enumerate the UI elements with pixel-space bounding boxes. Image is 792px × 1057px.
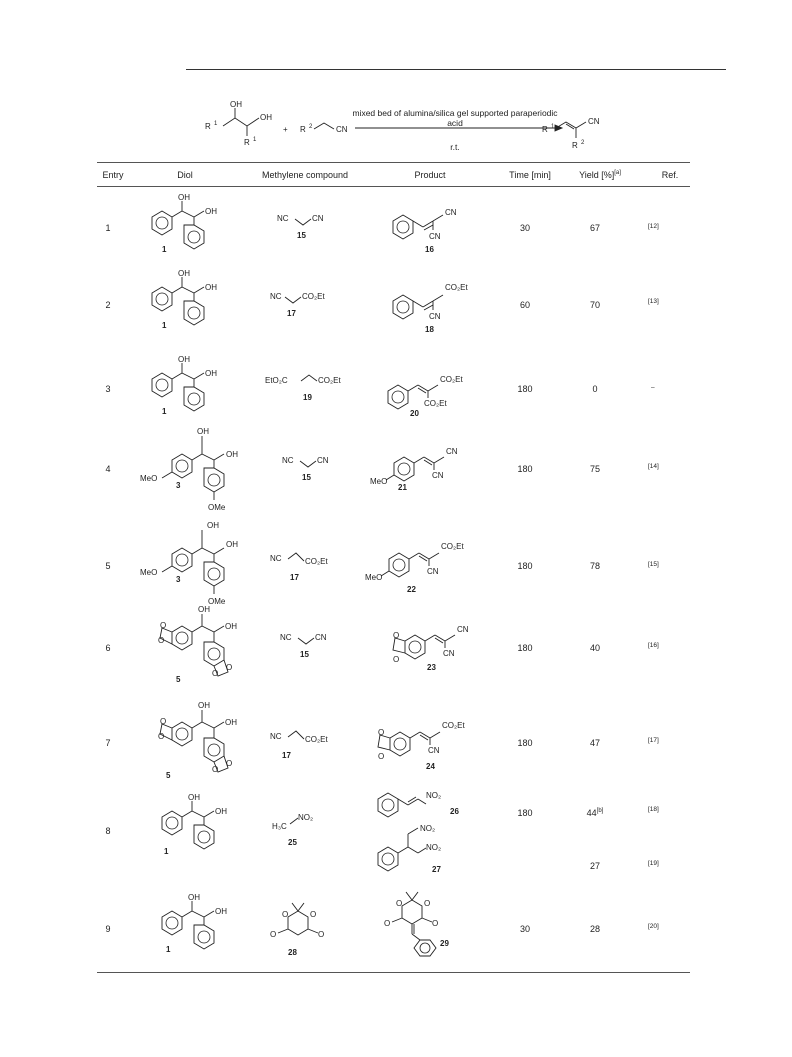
svg-text:O: O (396, 899, 403, 908)
time-cell: 30 (519, 223, 530, 233)
svg-text:NO₂: NO₂ (298, 813, 314, 822)
svg-text:OH: OH (225, 622, 237, 631)
compound-number: 1 (166, 945, 171, 954)
svg-text:O: O (160, 717, 167, 726)
svg-text:CN: CN (432, 471, 444, 480)
methylene-structure (268, 547, 358, 587)
svg-text:CO₂Et: CO₂Et (424, 399, 447, 408)
yield-cell-2: 27 (589, 861, 600, 871)
svg-text:NO₂: NO₂ (426, 843, 442, 852)
time-cell: 180 (517, 561, 533, 571)
compound-number: 25 (288, 838, 297, 847)
header-time: Time [min] (509, 170, 551, 180)
svg-text:NO₂: NO₂ (426, 791, 442, 800)
svg-text:CO₂Et: CO₂Et (440, 375, 463, 384)
svg-text:NC: NC (270, 292, 282, 301)
scheme-r1-a: R (205, 122, 211, 131)
compound-number: 3 (176, 575, 181, 584)
scheme-prod-r1: R (542, 125, 548, 134)
time-cell: 180 (517, 384, 533, 394)
yield-cell: 28 (589, 924, 600, 934)
svg-text:O: O (310, 910, 317, 919)
ref-cell-2: [19] (648, 860, 659, 867)
svg-text:OH: OH (226, 540, 238, 549)
top-rule (186, 69, 726, 70)
compound-number: 24 (426, 762, 435, 771)
compound-number: 1 (162, 321, 167, 330)
svg-text:CO₂Et: CO₂Et (441, 542, 464, 551)
entry-cell: 9 (105, 924, 111, 934)
entry-cell: 7 (105, 738, 111, 748)
svg-text:O: O (226, 759, 233, 768)
svg-text:O: O (270, 930, 277, 939)
svg-text:O: O (158, 732, 165, 741)
svg-text:O: O (318, 930, 325, 939)
svg-text:H₃C: H₃C (272, 822, 287, 831)
entry-cell: 2 (105, 300, 111, 310)
svg-text:MeO: MeO (140, 568, 158, 577)
svg-text:O: O (282, 910, 289, 919)
svg-text:O: O (393, 655, 400, 664)
compound-number: 1 (164, 847, 169, 856)
compound-number: 17 (287, 309, 296, 318)
diol-structure (150, 888, 240, 964)
svg-text:CN: CN (428, 746, 440, 755)
header-ref: Ref. (661, 170, 679, 180)
diol-structure (140, 606, 250, 706)
ref-cell: [14] (648, 463, 659, 470)
diol-structure (140, 268, 230, 338)
ref-cell: [16] (648, 642, 659, 649)
svg-text:O: O (212, 765, 219, 774)
compound-number: 23 (427, 663, 436, 672)
time-cell: 180 (517, 643, 533, 653)
time-cell: 30 (519, 924, 530, 934)
time-cell: 180 (517, 464, 533, 474)
svg-text:CN: CN (429, 232, 441, 241)
svg-text:2: 2 (309, 124, 313, 130)
header-diol: Diol (177, 170, 193, 180)
scheme-prod-r2: R (572, 141, 578, 150)
svg-text:O: O (424, 899, 431, 908)
svg-text:CN: CN (446, 447, 458, 456)
svg-text:CN: CN (315, 633, 327, 642)
scheme-r2: R (300, 125, 306, 134)
entry-cell: 4 (105, 464, 111, 474)
ref-cell: [12] (648, 223, 659, 230)
time-cell: 180 (517, 808, 533, 818)
compound-number: 22 (407, 585, 416, 594)
entry-cell: 1 (105, 223, 111, 233)
scheme-oh-1: OH (230, 100, 242, 109)
yield-cell: 0 (592, 384, 598, 394)
methylene-structure (275, 205, 345, 245)
compound-number: 27 (432, 865, 441, 874)
methylene-structure (270, 812, 350, 852)
svg-text:CO₂Et: CO₂Et (302, 292, 325, 301)
product-structure (378, 882, 488, 972)
header-yield: Yield [%][a] (579, 170, 621, 180)
methylene-structure (265, 283, 355, 323)
yield-cell: 67 (589, 223, 600, 233)
scheme-condition-bottom: r.t. (450, 142, 460, 152)
ref-cell: [20] (648, 923, 659, 930)
svg-text:O: O (378, 728, 385, 737)
header-product: Product (414, 170, 446, 180)
svg-text:OH: OH (188, 893, 200, 902)
ref-cell: – (651, 384, 655, 391)
table-bottom-rule (97, 972, 690, 973)
product-structure (370, 715, 500, 785)
methylene-structure (278, 624, 348, 664)
diol-structure (140, 426, 250, 518)
svg-text:OH: OH (225, 718, 237, 727)
compound-number: 5 (166, 771, 171, 780)
yield-cell: 75 (589, 464, 600, 474)
svg-text:O: O (226, 663, 233, 672)
header-methylene: Methylene compound (261, 170, 349, 180)
svg-text:OH: OH (226, 450, 238, 459)
product-structure (365, 536, 495, 600)
svg-text:1: 1 (253, 137, 257, 143)
methylene-structure (268, 893, 338, 963)
ref-cell: [15] (648, 561, 659, 568)
yield-cell: 78 (589, 561, 600, 571)
product-structure-2 (372, 822, 492, 882)
svg-text:CO₂Et: CO₂Et (442, 721, 465, 730)
svg-text:OMe: OMe (208, 503, 226, 512)
svg-text:OH: OH (215, 807, 227, 816)
product-structure (372, 784, 492, 824)
svg-text:CO₂Et: CO₂Et (305, 735, 328, 744)
yield-cell: 44[b] (586, 808, 604, 818)
time-cell: 60 (519, 300, 530, 310)
compound-number: 15 (297, 231, 306, 240)
svg-text:CN: CN (443, 649, 455, 658)
svg-text:MeO: MeO (370, 477, 388, 486)
entry-cell: 5 (105, 561, 111, 571)
svg-text:O: O (432, 919, 439, 928)
compound-number: 26 (450, 807, 459, 816)
svg-text:NO₂: NO₂ (420, 824, 436, 833)
svg-text:OH: OH (188, 793, 200, 802)
svg-text:CN: CN (445, 208, 457, 217)
ref-cell: [17] (648, 737, 659, 744)
svg-text:OH: OH (178, 193, 190, 202)
svg-text:O: O (393, 631, 400, 640)
compound-number: 15 (300, 650, 309, 659)
svg-text:OH: OH (205, 207, 217, 216)
ref-cell: [13] (648, 298, 659, 305)
svg-text:MeO: MeO (140, 474, 158, 483)
product-structure (385, 198, 485, 258)
svg-text:MeO: MeO (365, 573, 383, 582)
svg-text:OH: OH (215, 907, 227, 916)
scheme-oh-2: OH (260, 113, 272, 122)
compound-number: 1 (162, 407, 167, 416)
svg-text:CO₂Et: CO₂Et (318, 376, 341, 385)
compound-number: 29 (440, 939, 449, 948)
svg-text:OH: OH (197, 427, 209, 436)
header-entry: Entry (102, 170, 124, 180)
ref-cell: [18] (648, 806, 659, 813)
svg-text:OH: OH (178, 269, 190, 278)
svg-text:OH: OH (178, 355, 190, 364)
header-rule (97, 186, 690, 187)
diol-structure (150, 792, 240, 862)
compound-number: 16 (425, 245, 434, 254)
scheme-condition-top: mixed bed of alumina/silica gel supported paraperiodic acid (352, 108, 558, 128)
svg-text:NC: NC (280, 633, 292, 642)
scheme-prod-cn: CN (588, 117, 600, 126)
compound-number: 20 (410, 409, 419, 418)
svg-text:O: O (384, 919, 391, 928)
product-structure (385, 618, 495, 688)
svg-text:NC: NC (270, 554, 282, 563)
compound-number: 1 (162, 245, 167, 254)
svg-text:NC: NC (282, 456, 294, 465)
table-top-rule (97, 162, 690, 163)
svg-text:NC: NC (270, 732, 282, 741)
svg-text:O: O (160, 621, 167, 630)
svg-text:OH: OH (207, 521, 219, 530)
time-cell: 180 (517, 738, 533, 748)
scheme-cn: CN (336, 125, 348, 134)
compound-number: 15 (302, 473, 311, 482)
compound-number: 17 (282, 751, 291, 760)
diol-structure (140, 192, 230, 262)
svg-text:O: O (378, 752, 385, 761)
svg-text:OH: OH (205, 369, 217, 378)
svg-text:2: 2 (581, 140, 585, 146)
entry-cell: 3 (105, 384, 111, 394)
compound-number: 17 (290, 573, 299, 582)
compound-number: 19 (303, 393, 312, 402)
svg-text:EtO₂C: EtO₂C (265, 376, 288, 385)
svg-text:CN: CN (457, 625, 469, 634)
svg-text:OH: OH (198, 605, 210, 614)
svg-text:CN: CN (312, 214, 324, 223)
svg-text:CO₂Et: CO₂Et (445, 283, 468, 292)
entry-cell: 6 (105, 643, 111, 653)
reaction-scheme (190, 98, 630, 154)
svg-text:1: 1 (551, 124, 555, 130)
yield-cell: 47 (589, 738, 600, 748)
yield-cell: 40 (589, 643, 600, 653)
compound-number: 28 (288, 948, 297, 957)
compound-number: 18 (425, 325, 434, 334)
svg-text:CN: CN (317, 456, 329, 465)
methylene-structure (268, 725, 358, 765)
compound-number: 3 (176, 481, 181, 490)
svg-text:CN: CN (427, 567, 439, 576)
compound-number: 21 (398, 483, 407, 492)
svg-text:O: O (158, 636, 165, 645)
diol-structure (140, 702, 250, 802)
svg-text:OH: OH (198, 701, 210, 710)
svg-text:OH: OH (205, 283, 217, 292)
product-structure (380, 368, 490, 428)
methylene-structure (280, 447, 350, 487)
diol-structure (140, 520, 250, 612)
entry-cell: 8 (105, 826, 111, 836)
diol-structure (140, 354, 230, 424)
svg-text:CN: CN (429, 312, 441, 321)
svg-text:NC: NC (277, 214, 289, 223)
methylene-structure (265, 367, 365, 407)
svg-text:CO₂Et: CO₂Et (305, 557, 328, 566)
svg-text:OMe: OMe (208, 597, 226, 606)
yield-cell: 70 (589, 300, 600, 310)
scheme-r1-b: R (244, 138, 250, 147)
product-structure (370, 440, 490, 500)
compound-number: 5 (176, 675, 181, 684)
svg-text:O: O (212, 669, 219, 678)
product-structure (385, 278, 495, 338)
scheme-plus: + (283, 125, 288, 134)
svg-text:1: 1 (214, 121, 218, 127)
